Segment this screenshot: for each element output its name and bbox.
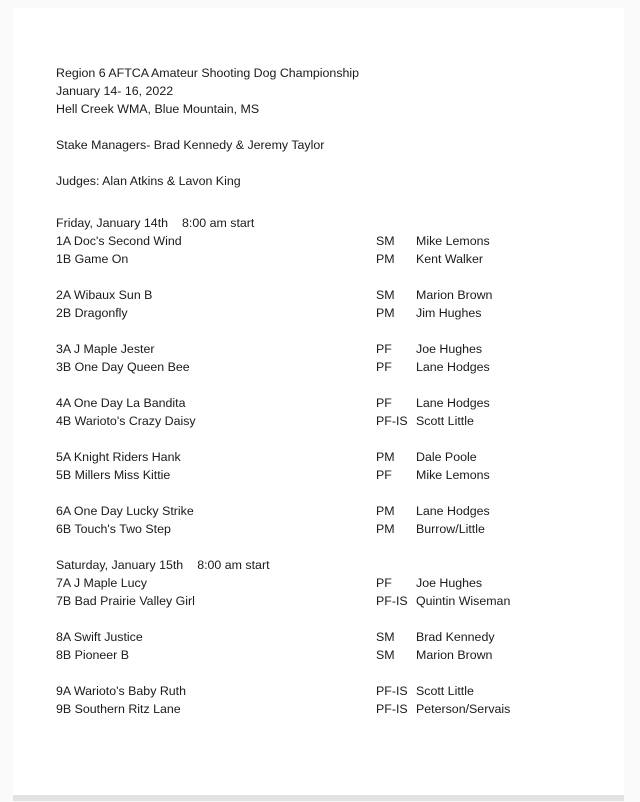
brace-entry: [56, 340, 536, 358]
page-bottom-edge: [13, 795, 624, 801]
day-header: [56, 556, 536, 574]
dog-class: PM: [376, 504, 395, 518]
brace-entry: [56, 232, 536, 250]
dog-class: PM: [376, 450, 395, 464]
dog-name: 2A Wibaux Sun B: [56, 288, 153, 302]
running-order: [56, 214, 536, 718]
start-time: 8:00 am start: [197, 558, 270, 572]
dog-class: SM: [376, 630, 395, 644]
dog-class: PF: [376, 360, 392, 374]
brace-entry: [56, 592, 536, 610]
dog-name: 7B Bad Prairie Valley Girl: [56, 594, 195, 608]
dog-name: 6A One Day Lucky Strike: [56, 504, 194, 518]
brace-entry: [56, 682, 536, 700]
brace-entry: [56, 466, 536, 484]
dog-class: PF: [376, 576, 392, 590]
dog-class: PF-IS: [376, 684, 408, 698]
dog-name: 5A Knight Riders Hank: [56, 450, 181, 464]
dog-name: 6B Touch's Two Step: [56, 522, 171, 536]
handler-name: Peterson/Servais: [416, 702, 511, 716]
dog-name: 9B Southern Ritz Lane: [56, 702, 181, 716]
handler-name: Scott Little: [416, 684, 474, 698]
brace-entry: [56, 574, 536, 592]
judges: Judges: Alan Atkins & Lavon King: [56, 174, 241, 188]
day-label: Friday, January 14th: [56, 216, 169, 230]
dog-name: 8B Pioneer B: [56, 648, 130, 662]
brace-entry: [56, 646, 536, 664]
day-section: [56, 556, 536, 718]
handler-name: Burrow/Little: [416, 522, 485, 536]
document-content: [56, 64, 536, 718]
dog-class: PF: [376, 396, 392, 410]
dog-name: 4B Warioto's Crazy Daisy: [56, 414, 196, 428]
handler-name: Quintin Wiseman: [416, 594, 511, 608]
brace-entry: [56, 394, 536, 412]
handler-name: Lane Hodges: [416, 504, 490, 518]
dog-name: 4A One Day La Bandita: [56, 396, 186, 410]
dog-class: PF: [376, 342, 392, 356]
dog-class: PF-IS: [376, 702, 408, 716]
day-header: [56, 214, 536, 232]
brace-entry: [56, 286, 536, 304]
brace-entry: [56, 358, 536, 376]
day-label: Saturday, January 15th: [56, 558, 184, 572]
dog-name: 3B One Day Queen Bee: [56, 360, 190, 374]
dog-name: 2B Dragonfly: [56, 306, 128, 320]
handler-name: Brad Kennedy: [416, 630, 495, 644]
day-section: [56, 214, 536, 556]
dog-name: 1A Doc's Second Wind: [56, 234, 182, 248]
handler-name: Scott Little: [416, 414, 474, 428]
stake-managers: Stake Managers- Brad Kennedy & Jeremy Taylor: [56, 138, 325, 152]
brace-entry: [56, 628, 536, 646]
brace-entry: [56, 448, 536, 466]
handler-name: Mike Lemons: [416, 468, 490, 482]
handler-name: Kent Walker: [416, 252, 484, 266]
dog-class: PF: [376, 468, 392, 482]
handler-name: Dale Poole: [416, 450, 477, 464]
dog-name: 1B Game On: [56, 252, 129, 266]
dog-class: SM: [376, 288, 395, 302]
handler-name: Jim Hughes: [416, 306, 482, 320]
handler-name: Lane Hodges: [416, 396, 490, 410]
handler-name: Marion Brown: [416, 648, 493, 662]
event-title: Region 6 AFTCA Amateur Shooting Dog Championship: [56, 66, 360, 80]
dog-class: SM: [376, 648, 395, 662]
dog-class: PM: [376, 306, 395, 320]
brace-entry: [56, 250, 536, 268]
dog-name: 8A Swift Justice: [56, 630, 143, 644]
event-dates: January 14- 16, 2022: [56, 84, 174, 98]
brace-entry: [56, 520, 536, 538]
dog-class: PM: [376, 522, 395, 536]
handler-name: Mike Lemons: [416, 234, 490, 248]
start-time: 8:00 am start: [182, 216, 255, 230]
event-location: Hell Creek WMA, Blue Mountain, MS: [56, 102, 260, 116]
handler-name: Marion Brown: [416, 288, 493, 302]
handler-name: Lane Hodges: [416, 360, 490, 374]
brace-entry: [56, 700, 536, 718]
dog-class: PF-IS: [376, 594, 408, 608]
brace-entry: [56, 304, 536, 322]
dog-name: 9A Warioto's Baby Ruth: [56, 684, 187, 698]
dog-class: PM: [376, 252, 395, 266]
dog-name: 3A J Maple Jester: [56, 342, 155, 356]
dog-class: SM: [376, 234, 395, 248]
handler-name: Joe Hughes: [416, 576, 483, 590]
dog-name: 5B Millers Miss Kittie: [56, 468, 171, 482]
dog-class: PF-IS: [376, 414, 408, 428]
brace-entry: [56, 412, 536, 430]
handler-name: Joe Hughes: [416, 342, 483, 356]
brace-entry: [56, 502, 536, 520]
dog-name: 7A J Maple Lucy: [56, 576, 147, 590]
